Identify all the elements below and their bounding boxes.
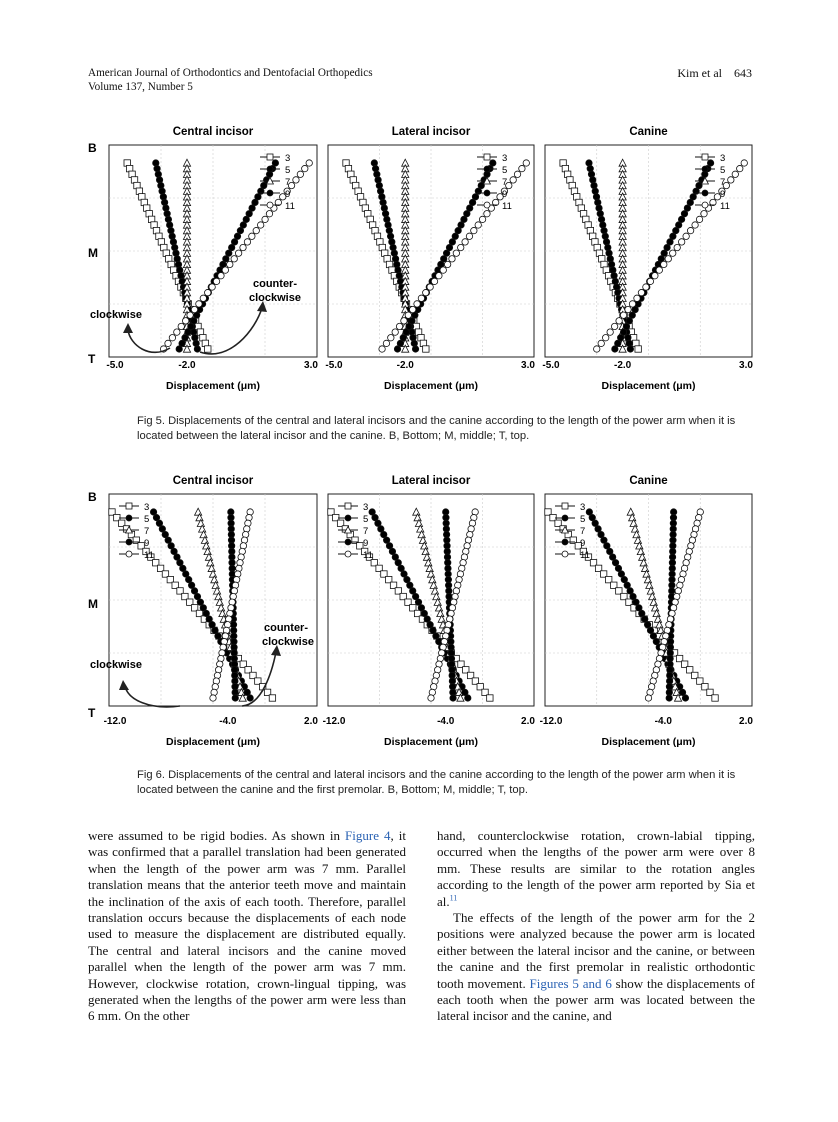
legend-marker [484, 202, 490, 208]
data-point [728, 177, 734, 183]
data-point [412, 346, 418, 352]
text-run: hand, counterclockwise rotation, crown-labial tipping, occurred when the lengths of the power arm were over 8 mm. These results are similar to the rotation angles according to the length of the power arm reported by Sia et al. [437, 828, 755, 909]
data-point [182, 318, 188, 324]
paragraph [437, 910, 755, 1025]
legend-marker [126, 515, 132, 521]
data-point [635, 346, 641, 352]
legend-label: 9 [502, 189, 508, 200]
data-point [196, 301, 202, 307]
data-point [670, 250, 676, 256]
legend-label: 3 [502, 153, 508, 164]
legend-marker [562, 539, 568, 545]
data-point [253, 227, 259, 233]
legend-label: 3 [580, 502, 586, 513]
data-point [306, 160, 312, 166]
legend-label: 3 [720, 153, 726, 164]
legend-marker [267, 154, 273, 160]
data-point [409, 306, 415, 312]
paragraph [88, 828, 406, 1025]
data-point [678, 239, 684, 245]
legend-label: 7 [720, 177, 726, 188]
legend-label: 5 [580, 514, 586, 525]
data-point [634, 295, 640, 301]
panel-title: Canine [629, 475, 668, 487]
data-point [222, 267, 228, 273]
position-label-b: B [88, 141, 97, 155]
legend-label: 11 [580, 550, 590, 561]
data-point [388, 335, 394, 341]
data-point [682, 695, 688, 701]
data-point [627, 346, 633, 352]
data-point [692, 222, 698, 228]
data-point [444, 261, 450, 267]
data-point [701, 211, 707, 217]
legend-marker [484, 154, 490, 160]
data-point [471, 227, 477, 233]
data-point [187, 312, 193, 318]
x-tick-label: -12.0 [539, 716, 563, 727]
panel-lateral-incisor [323, 475, 536, 748]
data-point [247, 695, 253, 701]
data-point [210, 695, 216, 701]
text-run: , it was confirmed that a parallel translation had been generated when the length of the power arm was 7 mm. Parallel translation means that the anterior teeth move and maintain the inclination of the axis of each tooth. Therefore, parallel translation occurs because the displacements of each node used to measure the displacement are distributed equally. The central and lateral incisors and the canine moved parallel when the length of the power arm was 7 mm. However, clockwise rotation, crown-lingual tipping, was generated when the lengths of the power arm were less than 6 mm. On the other [88, 828, 406, 1024]
legend-marker [484, 166, 490, 172]
data-point [466, 233, 472, 239]
legend-marker [267, 190, 273, 196]
x-tick-label: 3.0 [304, 360, 318, 371]
legend-marker [267, 166, 273, 172]
data-point [611, 323, 617, 329]
figures-5-6-link[interactable]: Figures 5 and 6 [529, 975, 612, 991]
data-point [205, 289, 211, 295]
data-point [666, 695, 672, 701]
authors: Kim et al [677, 66, 722, 80]
data-point [394, 346, 400, 352]
data-point [379, 346, 385, 352]
data-point [741, 160, 747, 166]
data-point [440, 267, 446, 273]
data-point [209, 284, 215, 290]
x-tick-label: 2.0 [521, 716, 535, 727]
figure-5-label: Fig 5. [137, 415, 165, 427]
data-point [625, 306, 631, 312]
counter-clockwise-label-2: clockwise [262, 636, 314, 648]
legend-label: 11 [502, 201, 512, 212]
figure-6 [88, 475, 753, 748]
data-point [647, 278, 653, 284]
legend-label: 3 [363, 502, 369, 513]
data-point [652, 273, 658, 279]
data-point [249, 233, 255, 239]
legend-label: 11 [720, 201, 730, 212]
x-tick-label: -2.0 [614, 360, 632, 371]
x-tick-label: -5.0 [325, 360, 343, 371]
data-point [401, 318, 407, 324]
data-point [302, 165, 308, 171]
data-point [418, 295, 424, 301]
data-point [732, 171, 738, 177]
legend-label: 5 [144, 514, 150, 525]
x-tick-label: -4.0 [437, 716, 455, 727]
data-point [598, 340, 604, 346]
data-point [218, 273, 224, 279]
legend-marker [267, 202, 273, 208]
legend-marker [345, 551, 351, 557]
journal-volume: Volume 137, Number 5 [88, 81, 193, 93]
data-point [428, 695, 434, 701]
text-run: The effects of the length of the power arm for the 2 positions were analyzed because the power arm is located either between the lateral incisor and the canine, or between the canine and the first premolar in realistic orthodontic tooth movement. [437, 910, 755, 991]
data-point [696, 216, 702, 222]
data-point [594, 346, 600, 352]
data-point [523, 160, 529, 166]
data-point [405, 312, 411, 318]
data-point [423, 289, 429, 295]
legend-marker [126, 503, 132, 509]
x-tick-label: -2.0 [396, 360, 414, 371]
data-point [620, 312, 626, 318]
data-point [458, 244, 464, 250]
clockwise-label: clockwise [90, 309, 142, 321]
legend-marker [345, 539, 351, 545]
data-point [392, 329, 398, 335]
x-tick-label: -12.0 [322, 716, 346, 727]
body-column-left [88, 828, 406, 1025]
clockwise-label: clockwise [90, 659, 142, 671]
x-tick-label: -5.0 [106, 360, 124, 371]
legend-label: 5 [720, 165, 726, 176]
legend-marker [702, 202, 708, 208]
legend-marker [126, 551, 132, 557]
data-point [514, 171, 520, 177]
data-point [465, 695, 471, 701]
text-run: show the displacements of each tooth when the power arm was located between the lateral incisor and the canine, and [437, 975, 755, 1024]
legend-marker [345, 515, 351, 521]
legend-marker [484, 190, 490, 196]
data-point [174, 329, 180, 335]
panel-title: Lateral incisor [391, 126, 471, 138]
data-point [191, 306, 197, 312]
x-axis-label: Displacement (μm) [384, 380, 478, 392]
data-point [244, 239, 250, 245]
paragraph [437, 828, 755, 910]
data-point [213, 278, 219, 284]
data-point [737, 165, 743, 171]
x-tick-label: -2.0 [178, 360, 196, 371]
data-point [612, 346, 618, 352]
data-point [449, 256, 455, 262]
legend-marker [562, 515, 568, 521]
legend-label: 7 [363, 526, 369, 537]
data-point [645, 695, 651, 701]
figure-4-link[interactable]: Figure 4 [345, 828, 391, 843]
counter-clockwise-label-1: counter- [264, 622, 308, 634]
data-point [176, 346, 182, 352]
data-point [194, 346, 200, 352]
data-point [519, 165, 525, 171]
data-point [484, 211, 490, 217]
panel-title: Central incisor [172, 475, 254, 487]
data-point [656, 267, 662, 273]
data-point [616, 318, 622, 324]
legend-marker [702, 190, 708, 196]
data-point [683, 233, 689, 239]
data-point [297, 171, 303, 177]
data-point [266, 211, 272, 217]
data-point [479, 216, 485, 222]
legend-marker [562, 503, 568, 509]
data-point [240, 244, 246, 250]
data-point [665, 256, 671, 262]
data-point [227, 261, 233, 267]
body-column-right [437, 828, 755, 1025]
position-label-t: T [88, 706, 96, 720]
data-point [235, 250, 241, 256]
data-point [453, 250, 459, 256]
position-label-m: M [88, 246, 98, 260]
data-point [200, 295, 206, 301]
panel-canine [542, 126, 753, 392]
data-point [231, 256, 237, 262]
data-point [269, 695, 275, 701]
legend-label: 7 [580, 526, 586, 537]
figure-6-caption [137, 768, 737, 798]
data-point [257, 222, 263, 228]
x-axis-label: Displacement (μm) [601, 736, 696, 748]
position-label-b: B [88, 490, 97, 504]
data-point [165, 340, 171, 346]
legend-label: 11 [144, 550, 154, 561]
counter-clockwise-label-1: counter- [253, 278, 297, 290]
data-point [232, 695, 238, 701]
data-point [431, 278, 437, 284]
legend-label: 7 [144, 526, 150, 537]
legend-label: 9 [580, 538, 586, 549]
legend-label: 7 [285, 177, 291, 188]
panel-central-incisor [106, 126, 318, 392]
legend-label: 5 [285, 165, 291, 176]
panel-title: Lateral incisor [391, 475, 471, 487]
data-point [396, 323, 402, 329]
data-point [169, 335, 175, 341]
x-axis-label: Displacement (μm) [601, 380, 696, 392]
data-point [293, 177, 299, 183]
data-point [178, 323, 184, 329]
legend-marker [702, 154, 708, 160]
panel-lateral-incisor [325, 126, 535, 392]
legend-label: 11 [285, 201, 295, 212]
legend-label: 5 [502, 165, 508, 176]
x-axis-label: Displacement (μm) [384, 736, 478, 748]
legend-label: 9 [144, 538, 150, 549]
data-point [661, 261, 667, 267]
figure-5-caption-text: Displacements of the central and lateral incisors and the canine according to the length of the power arm when it is located between the lateral incisor and the canine. B, Bottom; M, middle; T, top. [137, 415, 736, 442]
panel-central-incisor [104, 475, 319, 748]
legend-label: 7 [502, 177, 508, 188]
data-point [687, 227, 693, 233]
x-tick-label: -12.0 [103, 716, 127, 727]
data-point [712, 695, 718, 701]
data-point [487, 695, 493, 701]
position-label-t: T [88, 352, 96, 366]
journal-name: American Journal of Orthodontics and Dentofacial Orthopedics [88, 67, 373, 79]
x-tick-label: 3.0 [521, 360, 535, 371]
data-point [450, 695, 456, 701]
panel-title: Central incisor [172, 126, 254, 138]
x-tick-label: 2.0 [304, 716, 318, 727]
x-tick-label: -5.0 [542, 360, 560, 371]
legend-marker [126, 539, 132, 545]
legend-label: 11 [363, 550, 373, 561]
x-tick-label: 2.0 [739, 716, 753, 727]
legend-label: 9 [720, 189, 726, 200]
legend-marker [702, 166, 708, 172]
data-point [423, 346, 429, 352]
figure-6-label: Fig 6. [137, 769, 165, 781]
figure-5 [88, 126, 753, 392]
page-number: 643 [734, 66, 752, 80]
reference-11-link[interactable]: 11 [449, 893, 458, 903]
text-run: were assumed to be rigid bodies. As shown in [88, 828, 346, 843]
data-point [643, 284, 649, 290]
counter-clockwise-label-2: clockwise [249, 292, 301, 304]
figure-6-caption-text: Displacements of the central and lateral incisors and the canine according to the length of the power arm when it is located between the canine and the first premolar. B, Bottom; M, middle; T, top. [137, 769, 736, 796]
data-point [427, 284, 433, 290]
data-point [607, 329, 613, 335]
data-point [629, 301, 635, 307]
data-point [475, 222, 481, 228]
x-tick-label: -4.0 [219, 716, 237, 727]
data-point [414, 301, 420, 307]
legend-label: 9 [285, 189, 291, 200]
panel-title: Canine [629, 126, 668, 138]
x-axis-label: Displacement (μm) [166, 736, 260, 748]
data-point [462, 239, 468, 245]
legend-label: 3 [285, 153, 291, 164]
legend-marker [345, 503, 351, 509]
data-point [602, 335, 608, 341]
x-tick-label: 3.0 [739, 360, 753, 371]
x-axis-label: Displacement (μm) [166, 380, 260, 392]
panel-canine [540, 475, 754, 748]
data-point [205, 346, 211, 352]
data-point [383, 340, 389, 346]
data-point [262, 216, 268, 222]
figure-5-caption [137, 414, 737, 444]
data-point [638, 289, 644, 295]
data-point [436, 273, 442, 279]
data-point [674, 244, 680, 250]
x-tick-label: -4.0 [654, 716, 672, 727]
legend-label: 9 [363, 538, 369, 549]
legend-label: 5 [363, 514, 369, 525]
data-point [510, 177, 516, 183]
legend-marker [562, 551, 568, 557]
legend-label: 3 [144, 502, 150, 513]
position-label-m: M [88, 597, 98, 611]
